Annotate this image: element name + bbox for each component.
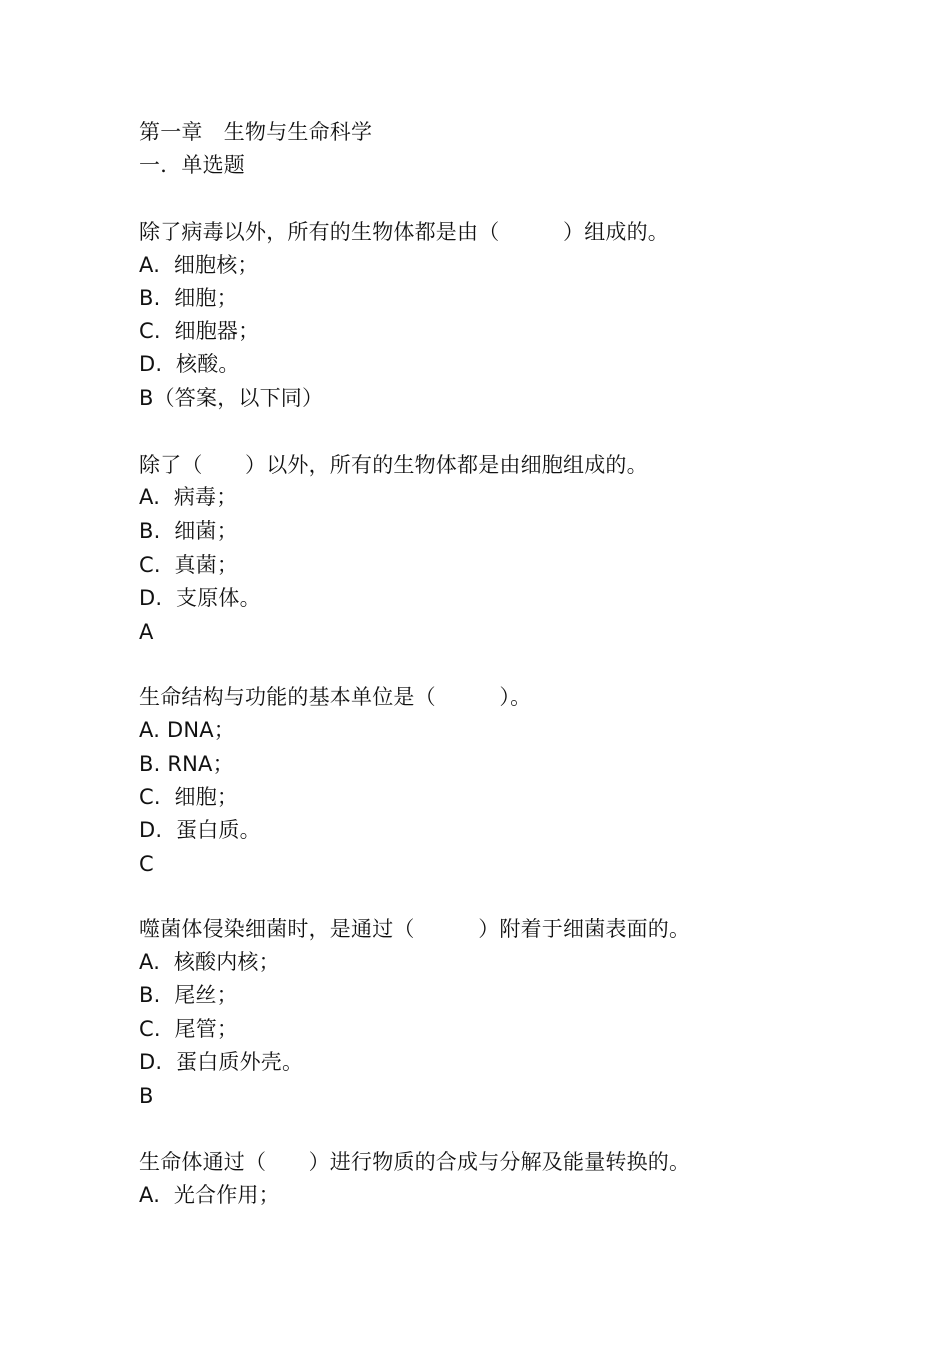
option-d: D. 蛋白质外壳。 <box>139 1050 304 1074</box>
question-stem: 除了（ ）以外，所有的生物体都是由细胞组成的。 <box>139 453 648 477</box>
option-d: D. 核酸。 <box>139 352 240 376</box>
answer: A <box>139 620 154 644</box>
option-a: A. 细胞核； <box>139 253 259 277</box>
option-b: B. RNA； <box>139 752 234 776</box>
option-c: C. 细胞器； <box>139 319 260 343</box>
option-c: C. 真菌； <box>139 553 239 577</box>
option-a: A. 光合作用； <box>139 1183 280 1207</box>
question-stem: 生命结构与功能的基本单位是（ ）。 <box>139 685 532 709</box>
option-a: A. 病毒； <box>139 485 238 509</box>
option-d: D. 支原体。 <box>139 586 261 610</box>
section-title: 一．单选题 <box>139 153 245 177</box>
answer: B（答案，以下同） <box>139 386 324 410</box>
question-stem: 生命体通过（ ）进行物质的合成与分解及能量转换的。 <box>139 1150 691 1174</box>
question-stem: 除了病毒以外，所有的生物体都是由（ ）组成的。 <box>139 220 669 244</box>
option-a: A. 核酸内核； <box>139 950 280 974</box>
chapter-title: 第一章 生物与生命科学 <box>139 120 373 144</box>
option-c: C. 尾管； <box>139 1017 239 1041</box>
option-c: C. 细胞； <box>139 785 239 809</box>
answer: C <box>139 852 154 876</box>
question-stem: 噬菌体侵染细菌时，是通过（ ）附着于细菌表面的。 <box>139 917 691 941</box>
option-b: B. 细胞； <box>139 286 238 310</box>
option-d: D. 蛋白质。 <box>139 818 261 842</box>
option-a: A. DNA； <box>139 718 235 742</box>
option-b: B. 细菌； <box>139 519 238 543</box>
answer: B <box>139 1084 154 1108</box>
option-b: B. 尾丝； <box>139 983 238 1007</box>
